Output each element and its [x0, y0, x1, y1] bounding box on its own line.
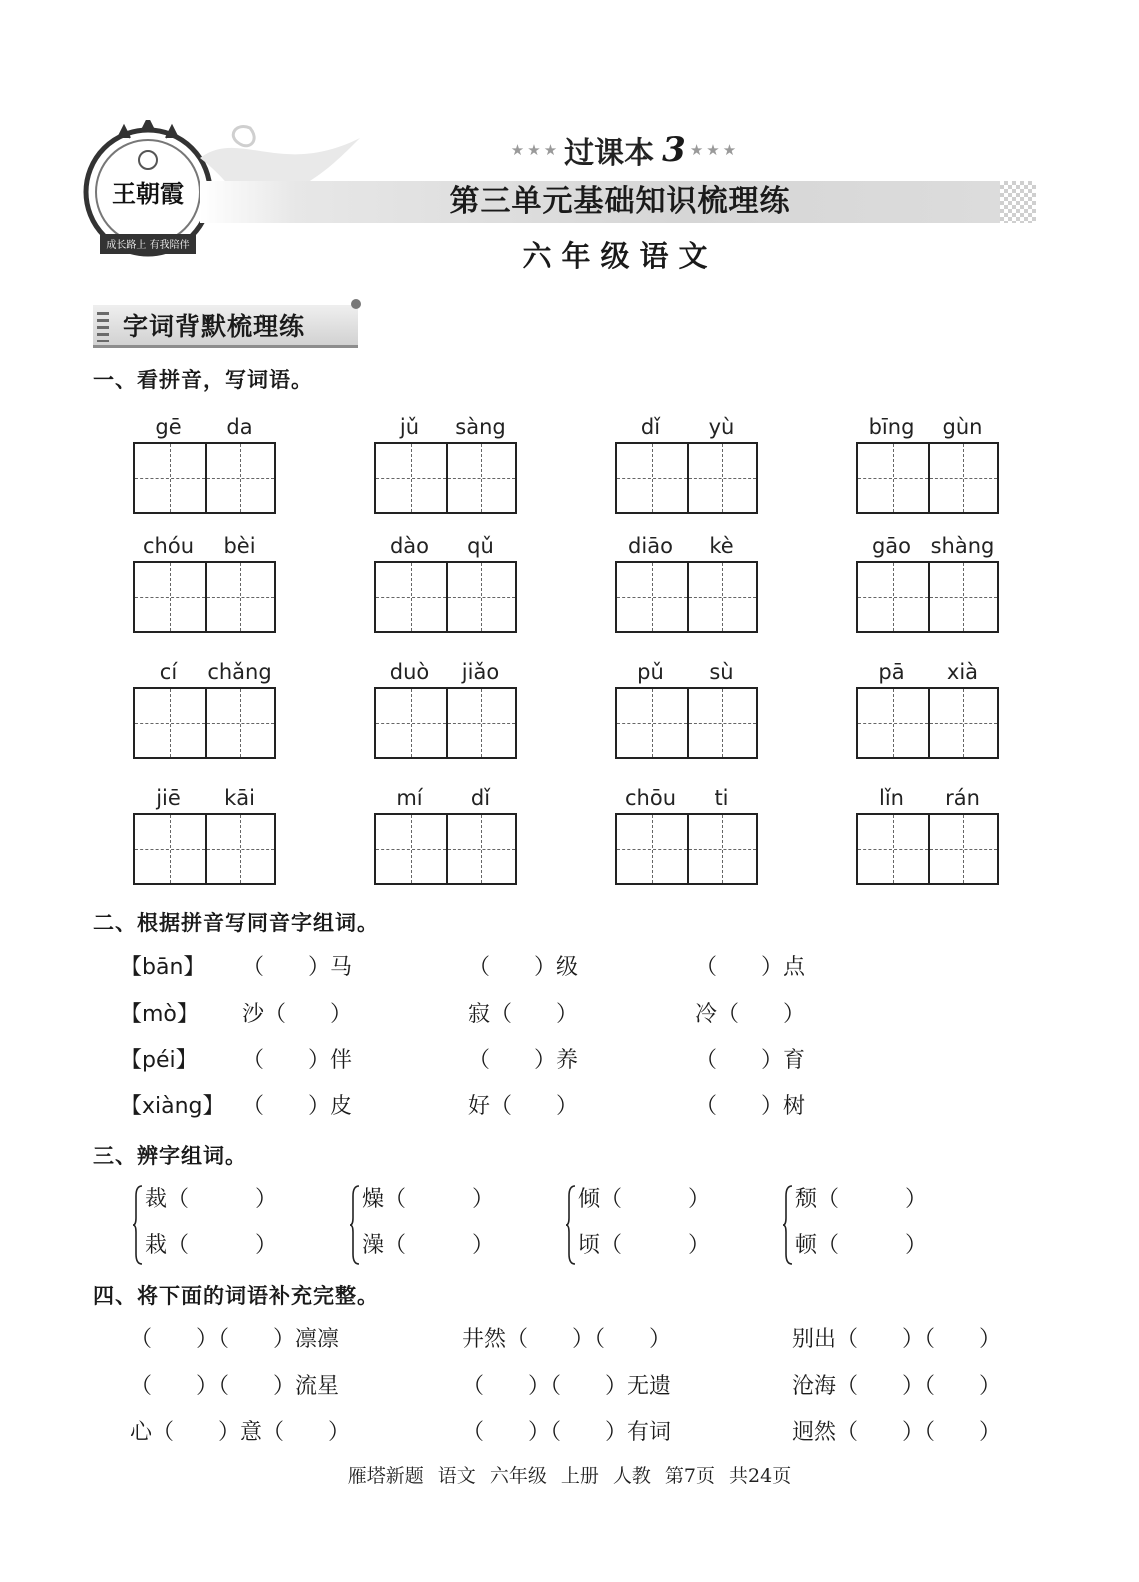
idiom-blank-item[interactable]: 井然（ ）（ ）	[462, 1327, 672, 1352]
pinyin-syllable: sù	[709, 660, 734, 684]
writing-grid[interactable]	[615, 687, 758, 759]
homophone-pinyin: 【bān】	[120, 955, 206, 980]
idiom-blank-item[interactable]: （ ）（ ）有词	[462, 1420, 672, 1445]
pinyin-word	[133, 412, 277, 514]
pinyin-label	[133, 531, 277, 561]
idiom-blank-item[interactable]: 别出（ ）（ ）	[792, 1327, 1002, 1352]
pinyin-word	[856, 783, 1000, 885]
pinyin-label	[374, 783, 518, 813]
writing-cell[interactable]	[376, 444, 446, 512]
pinyin-syllable: chōu	[624, 786, 676, 810]
logo-tagline-text: 成长路上 有我陪伴	[106, 240, 190, 251]
idiom-blank-item[interactable]: （ ）（ ）凛凛	[130, 1327, 340, 1352]
logo-brand-text: 王朝霞	[112, 179, 184, 208]
char-pair-bottom[interactable]: 澡（ ）	[362, 1233, 495, 1258]
pinyin-word	[133, 531, 277, 633]
writing-cell[interactable]	[446, 689, 516, 757]
char-pair-group	[350, 1180, 550, 1272]
char-pair-top[interactable]: 颓（ ）	[795, 1187, 928, 1212]
pinyin-syllable: pǔ	[637, 660, 664, 684]
writing-cell[interactable]	[928, 444, 998, 512]
pinyin-word	[133, 657, 277, 759]
pinyin-syllable: qǔ	[467, 534, 494, 558]
homophone-blank-item[interactable]: （ ）树	[695, 1094, 806, 1119]
pinyin-word	[615, 531, 759, 633]
writing-grid[interactable]	[615, 813, 758, 885]
pinyin-label	[133, 412, 277, 442]
series-number: 3	[662, 130, 686, 170]
idiom-blank-item[interactable]: （ ）（ ）流星	[130, 1374, 340, 1399]
q3-heading: 三、辨字组词。	[93, 1144, 247, 1168]
writing-cell[interactable]	[928, 815, 998, 883]
pinyin-word	[374, 412, 518, 514]
homophone-blank-item[interactable]: 沙（ ）	[242, 1002, 353, 1027]
brace-icon	[783, 1184, 793, 1266]
idiom-blank-item[interactable]: 心（ ）意（ ）	[130, 1420, 351, 1445]
section-banner-lines	[97, 312, 109, 342]
pinyin-syllable: ti	[714, 786, 729, 810]
writing-cell[interactable]	[858, 563, 928, 631]
writing-cell[interactable]	[928, 563, 998, 631]
pinyin-label	[133, 657, 277, 687]
series-title: 过课本	[564, 136, 655, 171]
pinyin-syllable: bèi	[223, 534, 256, 558]
section-label: 字词背默梳理练	[123, 312, 306, 341]
q1-heading: 一、看拼音，写词语。	[93, 368, 313, 392]
pinyin-syllable: chóu	[142, 534, 194, 558]
writing-grid[interactable]	[374, 687, 517, 759]
writing-cell[interactable]	[687, 689, 757, 757]
writing-grid[interactable]	[374, 561, 517, 633]
page-footer: 雁塔新题 语文 六年级 上册 人教 第7页 共24页	[347, 1465, 792, 1487]
pinyin-label	[615, 531, 759, 561]
writing-cell[interactable]	[858, 444, 928, 512]
series-line	[500, 128, 750, 172]
pinyin-label	[133, 783, 277, 813]
pinyin-syllable: xià	[946, 660, 979, 684]
writing-cell[interactable]	[687, 563, 757, 631]
pinyin-syllable: gùn	[942, 415, 983, 439]
pinyin-syllable: cí	[159, 660, 178, 684]
idiom-blank-item[interactable]: 迥然（ ）（ ）	[792, 1420, 1002, 1445]
char-pair-top[interactable]: 倾（ ）	[578, 1187, 711, 1212]
brace-icon	[350, 1184, 360, 1266]
writing-cell[interactable]	[446, 444, 516, 512]
writing-grid[interactable]	[856, 442, 999, 514]
pinyin-word	[615, 412, 759, 514]
writing-cell[interactable]	[376, 689, 446, 757]
char-pair-bottom[interactable]: 顿（ ）	[795, 1233, 928, 1258]
homophone-blank-item[interactable]: （ ）皮	[242, 1094, 353, 1119]
pin-icon	[351, 299, 361, 309]
writing-cell[interactable]	[858, 815, 928, 883]
grade-subject: 六年级语文	[522, 239, 718, 273]
pinyin-syllable: gē	[155, 415, 182, 439]
homophone-blank-item[interactable]: （ ）伴	[242, 1048, 353, 1073]
writing-cell[interactable]	[376, 815, 446, 883]
pinyin-label	[374, 657, 518, 687]
homophone-row	[120, 1089, 1020, 1125]
homophone-row	[120, 997, 1020, 1033]
pinyin-syllable: duò	[389, 660, 430, 684]
pinyin-label	[856, 783, 1000, 813]
writing-cell[interactable]	[376, 563, 446, 631]
writing-cell[interactable]	[687, 815, 757, 883]
pinyin-syllable: dǐ	[640, 415, 661, 439]
stars-left: ★★★	[510, 141, 561, 159]
homophone-pinyin: 【péi】	[120, 1048, 198, 1073]
pinyin-label	[615, 412, 759, 442]
pinyin-syllable: kāi	[224, 786, 255, 810]
writing-grid[interactable]	[374, 442, 517, 514]
homophone-blank-item[interactable]: 冷（ ）	[695, 1002, 806, 1027]
writing-cell[interactable]	[617, 815, 687, 883]
pinyin-syllable: gāo	[871, 534, 912, 558]
pinyin-syllable: chǎng	[207, 660, 272, 684]
homophone-pinyin: 【mò】	[120, 1002, 199, 1027]
homophone-pinyin: 【xiàng】	[120, 1094, 225, 1119]
writing-grid[interactable]	[856, 687, 999, 759]
pinyin-syllable: bīng	[868, 415, 915, 439]
writing-cell[interactable]	[205, 689, 275, 757]
homophone-blank-item[interactable]: （ ）养	[468, 1048, 579, 1073]
writing-cell[interactable]	[617, 563, 687, 631]
pinyin-label	[615, 783, 759, 813]
pinyin-syllable: lǐn	[879, 786, 904, 810]
pinyin-syllable: dào	[389, 534, 430, 558]
homophone-blank-item[interactable]: （ ）马	[242, 955, 353, 980]
pinyin-syllable: rán	[945, 786, 980, 810]
homophone-row	[120, 1043, 1020, 1079]
writing-grid[interactable]	[374, 813, 517, 885]
writing-cell[interactable]	[135, 689, 205, 757]
writing-cell[interactable]	[617, 689, 687, 757]
writing-cell[interactable]	[928, 689, 998, 757]
char-pair-top[interactable]: 燥（ ）	[362, 1187, 495, 1212]
char-pair-group	[783, 1180, 983, 1272]
writing-grid[interactable]	[133, 442, 276, 514]
char-pair-bottom[interactable]: 栽（ ）	[145, 1233, 278, 1258]
writing-cell[interactable]	[135, 563, 205, 631]
pinyin-syllable: jiē	[156, 786, 181, 810]
pinyin-word	[856, 657, 1000, 759]
pinyin-syllable: jǔ	[399, 415, 420, 439]
pinyin-syllable: kè	[709, 534, 734, 558]
pinyin-syllable: da	[226, 415, 253, 439]
pinyin-syllable: mí	[396, 786, 423, 810]
writing-cell[interactable]	[205, 444, 275, 512]
writing-grid[interactable]	[133, 813, 276, 885]
q2-heading: 二、根据拼音写同音字组词。	[93, 911, 379, 935]
pinyin-word	[374, 531, 518, 633]
pinyin-word	[374, 657, 518, 759]
writing-cell[interactable]	[687, 444, 757, 512]
unit-title: 第三单元基础知识梳理练	[449, 184, 791, 219]
idiom-blank-item[interactable]: （ ）（ ）无遗	[462, 1374, 672, 1399]
title-checker-pattern	[1000, 181, 1036, 223]
writing-cell[interactable]	[205, 563, 275, 631]
writing-grid[interactable]	[615, 561, 758, 633]
pinyin-label	[856, 657, 1000, 687]
writing-grid[interactable]	[856, 561, 999, 633]
pinyin-syllable: dǐ	[470, 786, 491, 810]
homophone-blank-item[interactable]: 好（ ）	[468, 1094, 579, 1119]
pinyin-syllable: yù	[708, 415, 735, 439]
pinyin-label	[615, 657, 759, 687]
char-pair-group	[133, 1180, 333, 1272]
writing-grid[interactable]	[133, 687, 276, 759]
writing-cell[interactable]	[446, 815, 516, 883]
writing-cell[interactable]	[135, 815, 205, 883]
pinyin-word	[374, 783, 518, 885]
pinyin-syllable: shàng	[930, 534, 995, 558]
writing-cell[interactable]	[858, 689, 928, 757]
pinyin-word	[615, 657, 759, 759]
brace-icon	[133, 1184, 143, 1266]
char-pair-top[interactable]: 裁（ ）	[145, 1187, 278, 1212]
stars-right: ★★★	[689, 141, 740, 159]
pinyin-label	[374, 412, 518, 442]
writing-grid[interactable]	[133, 561, 276, 633]
homophone-row	[120, 950, 1020, 986]
char-pair-bottom[interactable]: 顷（ ）	[578, 1233, 711, 1258]
pinyin-syllable: sàng	[455, 415, 506, 439]
writing-grid[interactable]	[856, 813, 999, 885]
section-banner	[93, 305, 361, 351]
writing-grid[interactable]	[615, 442, 758, 514]
writing-cell[interactable]	[135, 444, 205, 512]
pinyin-syllable: pā	[878, 660, 905, 684]
homophone-blank-item[interactable]: （ ）育	[695, 1048, 806, 1073]
pinyin-syllable: diāo	[628, 534, 673, 558]
pinyin-word	[615, 783, 759, 885]
pinyin-word	[856, 531, 1000, 633]
writing-cell[interactable]	[446, 563, 516, 631]
q4-heading: 四、将下面的词语补充完整。	[93, 1284, 379, 1308]
pinyin-label	[374, 531, 518, 561]
idiom-blank-item[interactable]: 沧海（ ）（ ）	[792, 1374, 1002, 1399]
pinyin-label	[856, 412, 1000, 442]
pinyin-word	[856, 412, 1000, 514]
brace-icon	[566, 1184, 576, 1266]
homophone-blank-item[interactable]: （ ）级	[468, 955, 579, 980]
pinyin-syllable: jiǎo	[461, 660, 500, 684]
char-pair-group	[566, 1180, 766, 1272]
pinyin-word	[133, 783, 277, 885]
writing-cell[interactable]	[205, 815, 275, 883]
homophone-blank-item[interactable]: 寂（ ）	[468, 1002, 579, 1027]
homophone-blank-item[interactable]: （ ）点	[695, 955, 806, 980]
pinyin-label	[856, 531, 1000, 561]
writing-cell[interactable]	[617, 444, 687, 512]
